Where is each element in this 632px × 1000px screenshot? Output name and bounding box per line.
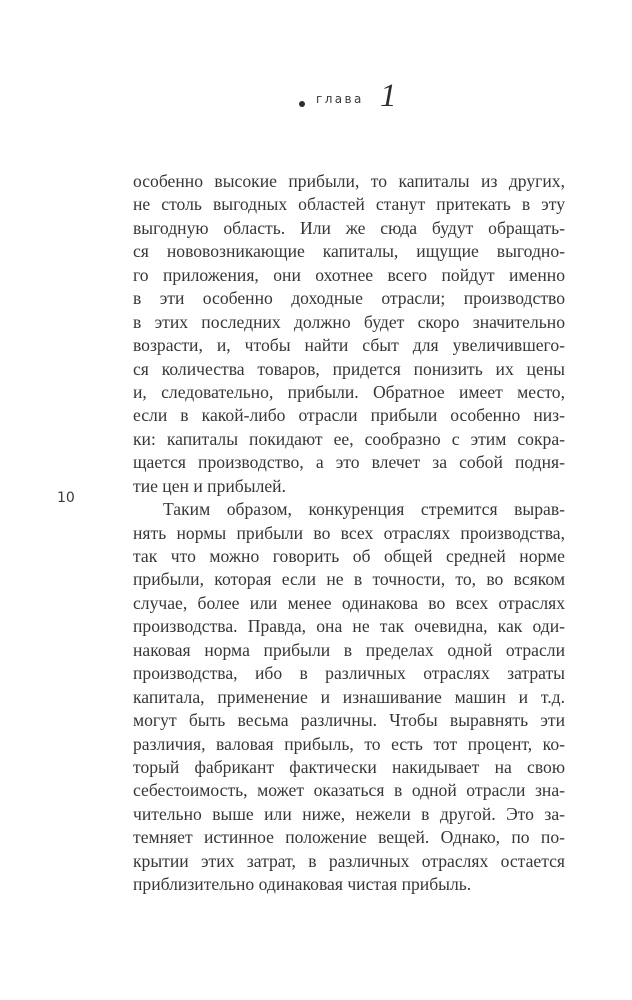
text-line: возрасти, и, чтобы найти сбыт для увеличившего- — [133, 335, 565, 356]
text-line: выгодную область. Или же сюда будут обращать- — [133, 217, 565, 238]
text-line: так что можно говорить об общей средней норме — [133, 546, 565, 566]
text-line: наковая норма прибыли в пределах одной отрасли — [133, 639, 565, 660]
margin-line-number: 10 — [57, 490, 75, 506]
text-line: производства. Правда, она не так очевидна, как оди- — [133, 616, 565, 637]
body-text — [133, 170, 565, 897]
text-line: ся количества товаров, придется понизить их цены — [133, 358, 565, 379]
running-head — [0, 80, 632, 120]
chapter-number: 1 — [380, 78, 397, 114]
text-line: случае, более или менее одинакова во всех отраслях — [133, 592, 565, 613]
text-line: могут быть весьма различны. Чтобы выравнять эти — [133, 710, 565, 731]
text-line: в этих последних должно будет скоро значительно — [133, 311, 565, 332]
text-line: чительно выше или ниже, нежели в другой. Это за- — [133, 803, 565, 824]
text-line: производства, ибо в различных отраслях затраты — [133, 663, 565, 684]
text-line: капитала, применение и изнашивание машин и т.д. — [133, 686, 565, 707]
text-line: и, следовательно, прибыли. Обратное имеет место, — [133, 381, 565, 402]
paragraph — [133, 498, 565, 896]
text-line: ся нововозникающие капиталы, ищущие выгодно- — [133, 241, 565, 262]
text-line: темняет истинное положение вещей. Однако, по по- — [133, 827, 565, 848]
text-line: различия, валовая прибыль, то есть тот процент, ко- — [133, 733, 565, 754]
paragraph — [133, 170, 565, 498]
text-line: ки: капиталы покидают ее, сообразно с этим сокра- — [133, 428, 565, 449]
text-line: торый фабрикант фактически накидывает на свою — [133, 756, 565, 777]
text-line: в эти особенно доходные отрасли; производство — [133, 288, 565, 309]
bullet-icon — [299, 101, 305, 107]
text-line: если в какой-либо отрасли прибыли особенно низ- — [133, 405, 565, 426]
text-line: себестоимость, может оказаться в одной отрасли зна- — [133, 780, 565, 801]
text-line: не столь выгодных областей станут притекать в эту — [133, 194, 565, 215]
chapter-label: глава — [316, 92, 364, 106]
text-line: тие цен и прибылей. — [133, 475, 286, 496]
text-line: щается производство, а это влечет за собой подня- — [133, 452, 565, 473]
text-line: Таким образом, конкуренция стремится вырав- — [163, 499, 565, 520]
text-line: особенно высокие прибыли, то капиталы из других, — [133, 171, 565, 191]
text-line: го приложения, они охотнее всего пойдут именно — [133, 264, 565, 285]
text-line: нять нормы прибыли во всех отраслях производства, — [133, 522, 565, 543]
text-line: крытии этих затрат, в различных отраслях остается — [133, 850, 565, 871]
text-line: прибыли, которая если не в точности, то, во всяком — [133, 569, 565, 590]
text-line: приблизительно одинаковая чистая прибыль. — [133, 874, 472, 895]
